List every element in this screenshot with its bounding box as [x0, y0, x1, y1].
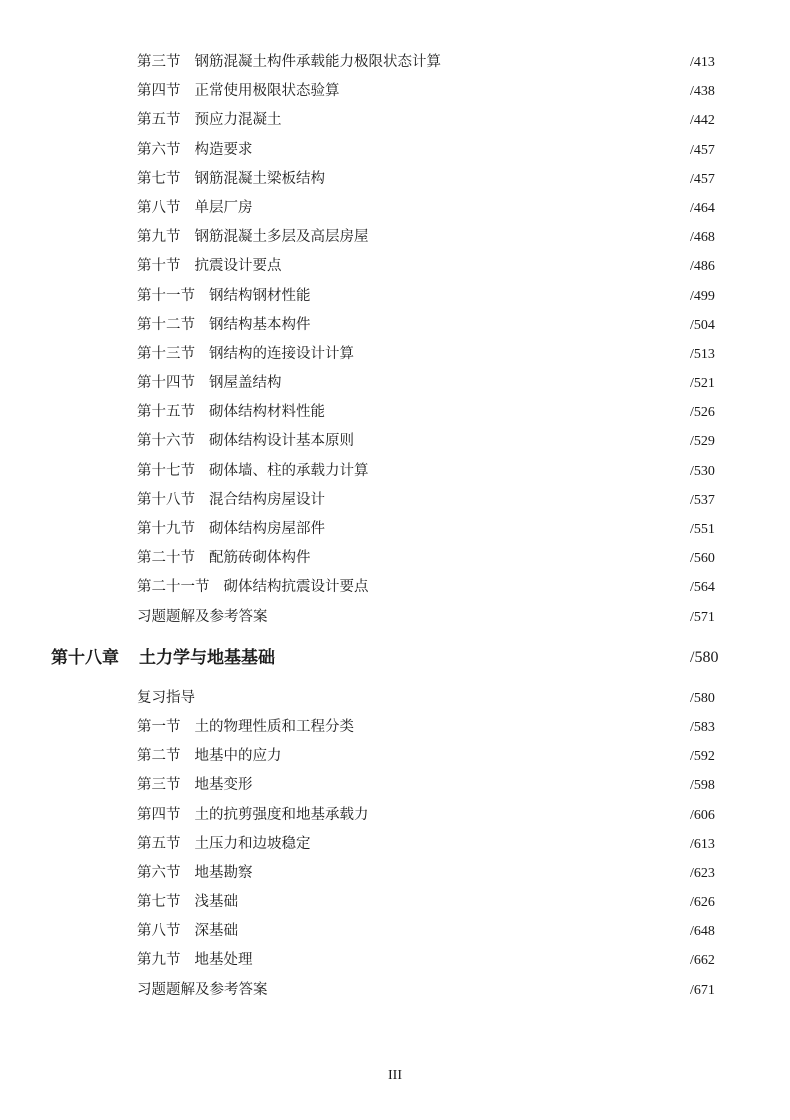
section-title: 地基勘察 [194, 864, 253, 881]
page-ref: /662 [690, 953, 715, 969]
page-ref: /499 [690, 288, 715, 304]
entry-heading [137, 282, 311, 311]
section-number: 第七节 [137, 894, 181, 911]
section-title: 预应力混凝土 [194, 112, 282, 129]
section-number: 第四节 [137, 83, 181, 100]
section-number: 第四节 [137, 806, 181, 823]
toc-entry [0, 573, 790, 602]
section-number: 第九节 [137, 952, 181, 969]
toc-entry [0, 340, 790, 369]
entry-heading [137, 77, 340, 106]
section-number: 第三节 [137, 54, 181, 70]
section-title: 土的抗剪强度和地基承载力 [194, 806, 369, 823]
page-ref: /442 [690, 113, 715, 129]
section-title: 土的物理性质和工程分类 [194, 718, 354, 735]
page-ref: /613 [690, 836, 715, 852]
toc-entry [0, 252, 790, 281]
entry-heading [137, 486, 325, 515]
entry-heading [137, 888, 238, 917]
section-title: 地基中的应力 [194, 748, 282, 765]
section-number: 第十六节 [137, 433, 195, 450]
toc-entry [0, 801, 790, 830]
section-title: 钢筋混凝土多层及高层房屋 [194, 229, 369, 246]
section-title: 钢筋混凝土构件承载能力极限状态计算 [194, 54, 441, 70]
entry-heading [137, 427, 354, 456]
page-ref: /513 [690, 346, 715, 362]
toc-entry [0, 311, 790, 340]
section-number: 第五节 [137, 112, 181, 129]
page-ref: /592 [690, 749, 715, 765]
entry-heading [137, 859, 253, 888]
entry-heading [137, 603, 268, 632]
entry-heading [137, 742, 282, 771]
section-title: 深基础 [194, 923, 238, 940]
page-ref: /464 [690, 200, 715, 216]
page-ref: /413 [690, 55, 715, 70]
entry-heading [137, 976, 268, 1005]
section-number: 第五节 [137, 835, 181, 852]
page-ref: /560 [690, 551, 715, 567]
entry-heading [137, 544, 311, 573]
page-ref: /529 [690, 434, 715, 450]
page-ref: /564 [690, 580, 715, 596]
section-title: 地基处理 [194, 952, 253, 969]
entry-heading [137, 223, 369, 252]
page-ref: /626 [690, 895, 715, 911]
section-number: 第十九节 [137, 521, 195, 537]
section-number: 第二十一节 [137, 579, 210, 596]
page-ref: /504 [690, 317, 715, 333]
toc-entry [0, 742, 790, 771]
section-title: 土力学与地基基础 [139, 647, 275, 668]
section-number: 第十节 [137, 258, 181, 275]
page-ref: /468 [690, 230, 715, 246]
page-ref: /606 [690, 807, 715, 823]
toc-entry [0, 486, 790, 515]
toc-entry [0, 427, 790, 456]
entry-heading [137, 946, 253, 975]
entry-heading [51, 636, 275, 680]
toc-entry [0, 398, 790, 427]
page-ref: /648 [690, 924, 715, 940]
entry-heading [137, 457, 369, 486]
toc-entry [0, 223, 790, 252]
entry-heading [137, 369, 282, 398]
section-number: 第七节 [137, 170, 181, 187]
page-ref: /530 [690, 463, 715, 479]
section-title: 砌体墙、柱的承载力计算 [209, 462, 369, 479]
page-ref: /583 [690, 719, 715, 735]
toc-entry [0, 859, 790, 888]
section-number: 第十三节 [137, 345, 195, 362]
section-number: 第九节 [137, 229, 181, 246]
chapter-heading [0, 636, 790, 680]
toc-entry [0, 684, 790, 713]
section-title: 习题题解及参考答案 [137, 981, 268, 998]
toc-entry [0, 713, 790, 742]
section-title: 构造要求 [194, 141, 253, 158]
section-title: 复习指导 [137, 689, 195, 706]
entry-heading [137, 684, 195, 713]
page-ref: /457 [690, 142, 715, 158]
page-ref: /580 [690, 690, 715, 706]
section-title: 单层厂房 [194, 199, 253, 216]
page-ref: /598 [690, 778, 715, 794]
entry-heading [137, 165, 325, 194]
section-number: 第十四节 [137, 375, 195, 392]
entry-heading [137, 398, 325, 427]
toc-entry [0, 946, 790, 975]
section-title: 砌体结构材料性能 [209, 404, 325, 421]
entry-heading [137, 713, 354, 742]
page-ref: /623 [690, 865, 715, 881]
toc-entry [0, 457, 790, 486]
entry-heading [137, 340, 354, 369]
section-title: 地基变形 [194, 777, 253, 794]
section-number: 第十八章 [51, 647, 119, 668]
section-title: 钢结构钢材性能 [209, 287, 311, 304]
page-ref: /580 [690, 648, 719, 666]
toc-entry [0, 282, 790, 311]
toc-entry [0, 917, 790, 946]
entry-heading [137, 515, 325, 544]
entry-heading [137, 573, 369, 602]
toc-entry [0, 771, 790, 800]
entry-heading [137, 801, 369, 830]
toc-entry [0, 106, 790, 135]
page-number: III [388, 1068, 402, 1083]
section-number: 第三节 [137, 777, 181, 794]
section-title: 钢筋混凝土梁板结构 [194, 170, 325, 187]
section-number: 第十二节 [137, 316, 195, 333]
page-ref: /486 [690, 259, 715, 275]
entry-heading [137, 830, 311, 859]
section-number: 第八节 [137, 199, 181, 216]
section-number: 第一节 [137, 718, 181, 735]
section-title: 钢屋盖结构 [209, 375, 282, 392]
toc-entry [0, 165, 790, 194]
page-ref: /571 [690, 609, 715, 625]
toc-entry [0, 136, 790, 165]
toc-entry [0, 830, 790, 859]
toc-entry [0, 603, 790, 632]
page-ref: /551 [690, 522, 715, 537]
section-number: 第六节 [137, 141, 181, 158]
table-of-contents [0, 48, 790, 1005]
section-title: 抗震设计要点 [194, 258, 282, 275]
toc-entry [0, 77, 790, 106]
entry-heading [137, 194, 253, 223]
section-title: 正常使用极限状态验算 [194, 83, 340, 100]
section-title: 砌体结构抗震设计要点 [223, 579, 369, 596]
section-number: 第十七节 [137, 462, 195, 479]
page-ref: /457 [690, 171, 715, 187]
entry-heading [137, 106, 282, 135]
section-title: 砌体结构房屋部件 [209, 521, 325, 537]
toc-entry [0, 515, 790, 544]
section-number: 第十五节 [137, 404, 195, 421]
section-title: 习题题解及参考答案 [137, 608, 268, 625]
section-number: 第十一节 [137, 287, 195, 304]
toc-entry [0, 544, 790, 573]
section-title: 浅基础 [194, 894, 238, 911]
page-ref: /671 [690, 982, 715, 998]
entry-heading [137, 771, 253, 800]
section-title: 土压力和边坡稳定 [194, 835, 311, 852]
section-title: 钢结构的连接设计计算 [209, 345, 354, 362]
toc-entry [0, 888, 790, 917]
entry-heading [137, 917, 238, 946]
toc-entry [0, 194, 790, 223]
page-ref: /438 [690, 84, 715, 100]
page-ref: /537 [690, 492, 715, 508]
section-title: 混合结构房屋设计 [209, 491, 325, 508]
toc-entry [0, 369, 790, 398]
entry-heading [137, 252, 282, 281]
section-number: 第八节 [137, 923, 181, 940]
entry-heading [137, 311, 311, 340]
entry-heading [137, 48, 441, 77]
section-title: 砌体结构设计基本原则 [209, 433, 354, 450]
section-number: 第二节 [137, 748, 181, 765]
section-number: 第六节 [137, 864, 181, 881]
toc-entry [0, 976, 790, 1005]
toc-entry [0, 48, 790, 77]
section-number: 第十八节 [137, 491, 195, 508]
page-ref: /521 [690, 376, 715, 392]
section-title: 钢结构基本构件 [209, 316, 311, 333]
section-number: 第二十节 [137, 550, 195, 567]
section-title: 配筋砖砌体构件 [209, 550, 311, 567]
page-ref: /526 [690, 405, 715, 421]
entry-heading [137, 136, 253, 165]
